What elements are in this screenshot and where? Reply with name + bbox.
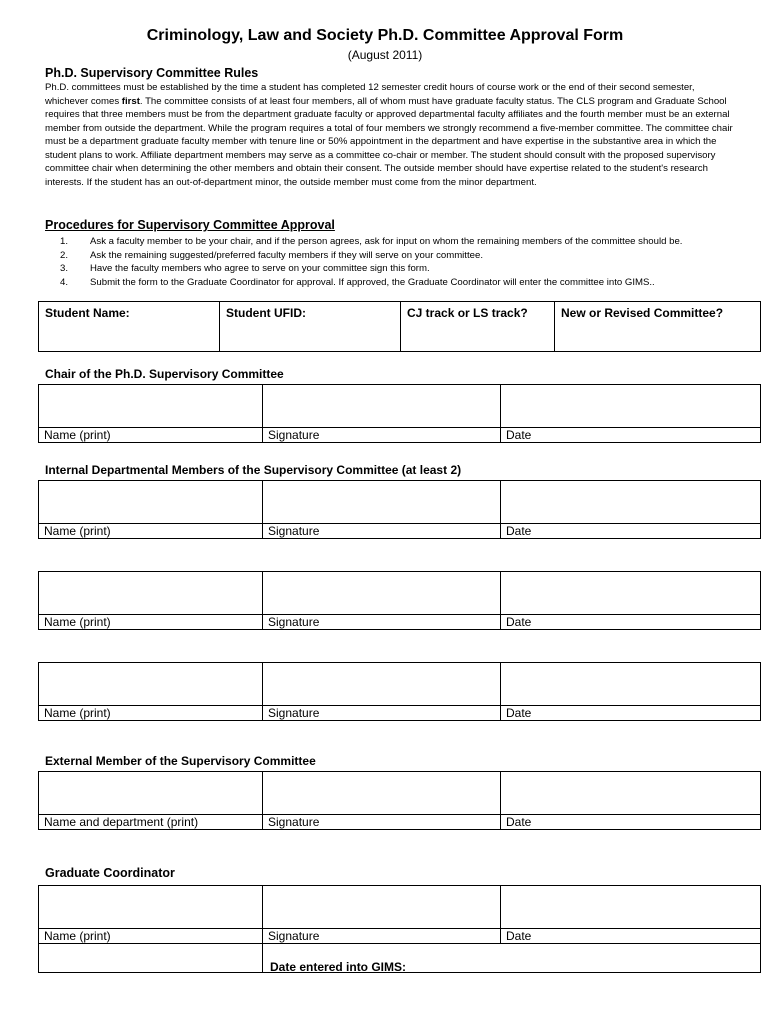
internal-member-date-field[interactable] xyxy=(501,481,761,524)
form-date: (August 2011) xyxy=(347,48,423,62)
internal-member-name-field[interactable] xyxy=(39,572,263,615)
name-department-label: Name and department (print) xyxy=(39,815,263,830)
signature-label: Signature xyxy=(263,815,501,830)
date-label: Date xyxy=(501,428,761,443)
internal-member-3-block xyxy=(38,662,761,721)
signature-label: Signature xyxy=(263,615,501,630)
gims-date-label: Date entered into GIMS: xyxy=(270,960,407,974)
procedure-text: Ask a faculty member to be your chair, and if the person agrees, ask for input on whom the remaining members of the committee should be. xyxy=(90,236,683,247)
committee-status-field[interactable] xyxy=(555,302,761,352)
signature-label: Signature xyxy=(263,929,501,944)
internal-member-name-field[interactable] xyxy=(39,663,263,706)
date-label: Date xyxy=(501,929,761,944)
internal-member-signature-field[interactable] xyxy=(263,572,501,615)
procedure-number: 2. xyxy=(60,249,69,261)
chair-signature-block xyxy=(38,384,761,443)
student-name-label: Student Name: xyxy=(45,306,130,320)
internal-member-name-field[interactable] xyxy=(39,481,263,524)
external-member-heading: External Member of the Supervisory Committee xyxy=(45,754,316,768)
procedure-number: 1. xyxy=(60,236,69,247)
internal-members-heading: Internal Departmental Members of the Supervisory Committee (at least 2) xyxy=(45,463,462,477)
chair-date-field[interactable] xyxy=(501,385,761,428)
procedure-item xyxy=(60,276,655,290)
chair-heading: Chair of the Ph.D. Supervisory Committee xyxy=(45,367,284,381)
internal-member-signature-field[interactable] xyxy=(263,663,501,706)
rules-bold-word: first xyxy=(121,95,140,107)
date-label: Date xyxy=(501,815,761,830)
external-member-signature-field[interactable] xyxy=(263,772,501,815)
coordinator-name-field[interactable] xyxy=(39,886,263,929)
procedure-item xyxy=(60,249,483,263)
name-print-label: Name (print) xyxy=(39,929,263,944)
date-label: Date xyxy=(501,615,761,630)
rules-text-part-1: Ph.D. committees must be established by the time a student has completed 12 semester credit hours of course work or the end of their second semester, whichever comes xyxy=(45,82,695,107)
internal-member-2-block xyxy=(38,571,761,630)
student-info-table xyxy=(38,301,761,352)
procedures-heading: Procedures for Supervisory Committee Approval xyxy=(45,218,335,232)
name-print-label: Name (print) xyxy=(39,428,263,443)
form-title: Criminology, Law and Society Ph.D. Committee Approval Form xyxy=(146,27,624,44)
procedure-item xyxy=(60,235,682,249)
signature-label: Signature xyxy=(263,428,501,443)
name-print-label: Name (print) xyxy=(39,524,263,539)
rules-heading: Ph.D. Supervisory Committee Rules xyxy=(45,66,259,80)
procedure-number: 4. xyxy=(60,276,69,288)
student-name-field[interactable] xyxy=(39,302,220,352)
chair-name-field[interactable] xyxy=(39,385,263,428)
signature-label: Signature xyxy=(263,706,501,721)
procedure-text: Submit the form to the Graduate Coordinator for approval. If approved, the Graduate Coordinator will enter the committee into GIMS.. xyxy=(90,276,655,288)
procedure-item xyxy=(60,262,430,276)
signature-label: Signature xyxy=(263,524,501,539)
chair-signature-field[interactable] xyxy=(263,385,501,428)
graduate-coordinator-heading: Graduate Coordinator xyxy=(45,866,175,880)
external-member-date-field[interactable] xyxy=(501,772,761,815)
procedure-text: Ask the remaining suggested/preferred faculty members if they will serve on your committee. xyxy=(90,249,483,261)
date-label: Date xyxy=(501,706,761,721)
rules-text-part-2: . The committee consists of at least four members, all of whom must have graduate faculty status. The CLS program and Graduate School requires that three members must be from the department graduate faculty or approved departmental faculty affiliates and the fourth member must be an external member from outside the department. While the program requires a total of four members we strongly recommend a five-member committee. The committee chair must be a department graduate faculty member with tenure line or 50% appointment in the department and have expertise in the substantive area in which the student plans to work. Affiliate department members may serve as a committee co-chair or member. The student should consult with the proposed supervisory committee chair when determining the other members and obtain their consent. The outside member should have expertise related to the student's research interests. If the student has an out-of-department minor, the outside member must come from the minor department. xyxy=(45,95,733,188)
internal-member-signature-field[interactable] xyxy=(263,481,501,524)
name-print-label: Name (print) xyxy=(39,706,263,721)
student-ufid-field[interactable] xyxy=(220,302,401,352)
date-label: Date xyxy=(501,524,761,539)
procedure-text: Have the faculty members who agree to serve on your committee sign this form. xyxy=(90,263,430,274)
name-print-label: Name (print) xyxy=(39,615,263,630)
external-member-name-field[interactable] xyxy=(39,772,263,815)
track-field[interactable] xyxy=(401,302,555,352)
internal-member-1-block xyxy=(38,480,761,539)
committee-status-label: New or Revised Committee? xyxy=(561,306,724,320)
track-label: CJ track or LS track? xyxy=(407,306,528,320)
procedure-number: 3. xyxy=(60,263,69,274)
gims-spacer xyxy=(39,944,263,973)
internal-member-date-field[interactable] xyxy=(501,663,761,706)
external-member-block xyxy=(38,771,761,830)
coordinator-signature-field[interactable] xyxy=(263,886,501,929)
student-ufid-label: Student UFID: xyxy=(226,306,306,320)
coordinator-date-field[interactable] xyxy=(501,886,761,929)
internal-member-date-field[interactable] xyxy=(501,572,761,615)
rules-paragraph xyxy=(45,81,735,189)
